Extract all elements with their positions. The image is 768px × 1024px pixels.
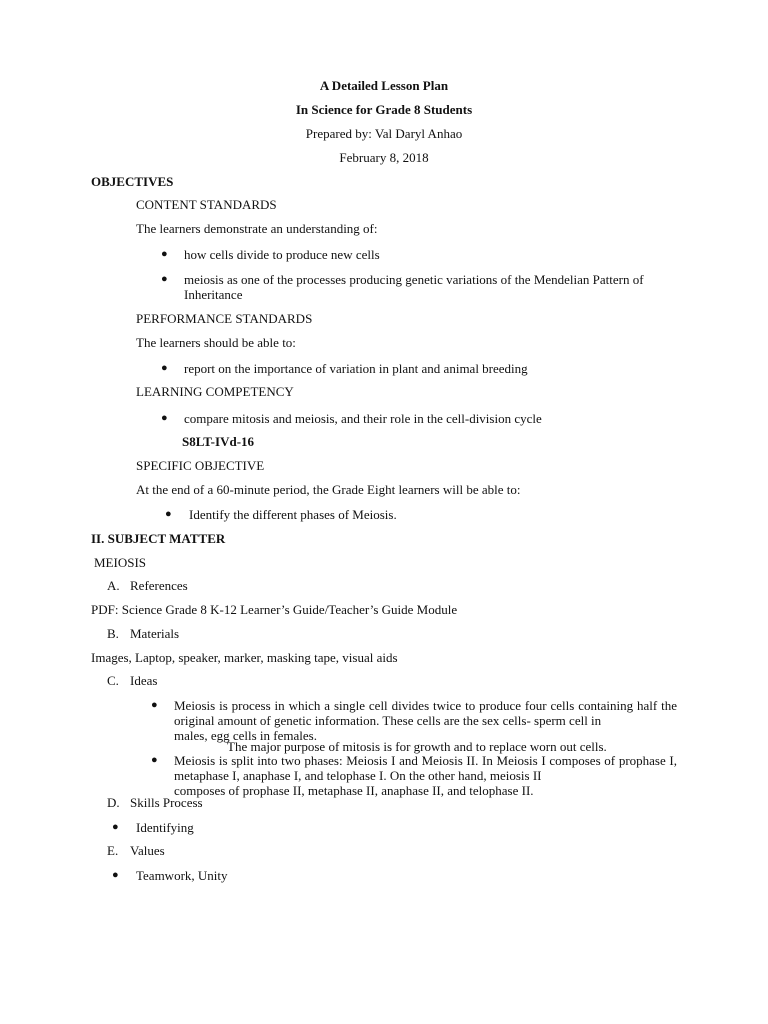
- competency-code: S8LT-IVd-16: [182, 434, 255, 449]
- bullet-icon: ●: [151, 699, 158, 711]
- document-date: February 8, 2018: [339, 150, 429, 165]
- list-item-continuation: Inheritance: [184, 287, 243, 302]
- section-letter: C.: [107, 673, 119, 688]
- list-item: report on the importance of variation in plant and animal breeding: [184, 361, 528, 376]
- performance-standards-intro: The learners should be able to:: [136, 335, 296, 350]
- values-label: Values: [130, 843, 165, 858]
- materials-text: Images, Laptop, speaker, marker, masking tape, visual aids: [91, 650, 398, 665]
- objectives-heading: OBJECTIVES: [91, 174, 174, 189]
- prepared-by: Prepared by: Val Daryl Anhao: [305, 126, 463, 141]
- bullet-icon: ●: [161, 362, 168, 374]
- content-standards-label: CONTENT STANDARDS: [136, 197, 277, 212]
- learning-competency-label: LEARNING COMPETENCY: [136, 384, 294, 399]
- section-letter: E.: [107, 843, 119, 858]
- list-item: Identify the different phases of Meiosis.: [189, 507, 397, 522]
- ideas-item-1-text: Meiosis is process in which a single cell divides twice to produce four cells containing half the original amount of genetic information. These cells are the sex cells- sperm cell in: [174, 698, 677, 728]
- ideas-item-1-last: males, egg cells in females.: [174, 728, 317, 743]
- bullet-icon: ●: [161, 248, 168, 260]
- specific-objective-intro: At the end of a 60-minute period, the Grade Eight learners will be able to:: [136, 482, 521, 497]
- skills-label: Skills Process: [130, 795, 203, 810]
- bullet-icon: ●: [161, 412, 168, 424]
- bullet-icon: ●: [165, 508, 172, 520]
- list-item: Identifying: [136, 820, 194, 835]
- bullet-icon: ●: [112, 869, 119, 881]
- document-title: A Detailed Lesson Plan: [319, 78, 449, 93]
- content-standards-intro: The learners demonstrate an understanding of:: [136, 221, 378, 236]
- list-item: how cells divide to produce new cells: [184, 247, 380, 262]
- section-letter: B.: [107, 626, 119, 641]
- ideas-item-1: [174, 698, 677, 743]
- list-item: meiosis as one of the processes producing genetic variations of the Mendelian Pattern of: [184, 272, 644, 287]
- subject-topic: MEIOSIS: [94, 555, 147, 570]
- performance-standards-label: PERFORMANCE STANDARDS: [136, 311, 313, 326]
- list-item: Teamwork, Unity: [136, 868, 228, 883]
- list-item: compare mitosis and meiosis, and their role in the cell-division cycle: [184, 411, 542, 426]
- section-letter: D.: [107, 795, 120, 810]
- section-letter: A.: [107, 578, 120, 593]
- document-subtitle: In Science for Grade 8 Students: [295, 102, 473, 117]
- bullet-icon: ●: [151, 754, 158, 766]
- ideas-label: Ideas: [130, 673, 158, 688]
- references-text: PDF: Science Grade 8 K-12 Learner’s Guide/Teacher’s Guide Module: [91, 602, 458, 617]
- bullet-icon: ●: [112, 821, 119, 833]
- specific-objective-label: SPECIFIC OBJECTIVE: [136, 458, 265, 473]
- references-label: References: [130, 578, 188, 593]
- ideas-item-2: [174, 753, 677, 798]
- subject-matter-heading: II. SUBJECT MATTER: [91, 531, 226, 546]
- ideas-item-2-last: composes of prophase II, metaphase II, anaphase II, and telophase II.: [174, 783, 534, 798]
- ideas-item-2-text: Meiosis is split into two phases: Meiosis I and Meiosis II. In Meiosis I composes of prophase I, metaphase I, anaphase I, and telophase I. On the other hand, meiosis II: [174, 753, 677, 783]
- bullet-icon: ●: [161, 273, 168, 285]
- materials-label: Materials: [130, 626, 180, 641]
- ideas-item-1-extra: The major purpose of mitosis is for growth and to replace worn out cells.: [227, 739, 607, 754]
